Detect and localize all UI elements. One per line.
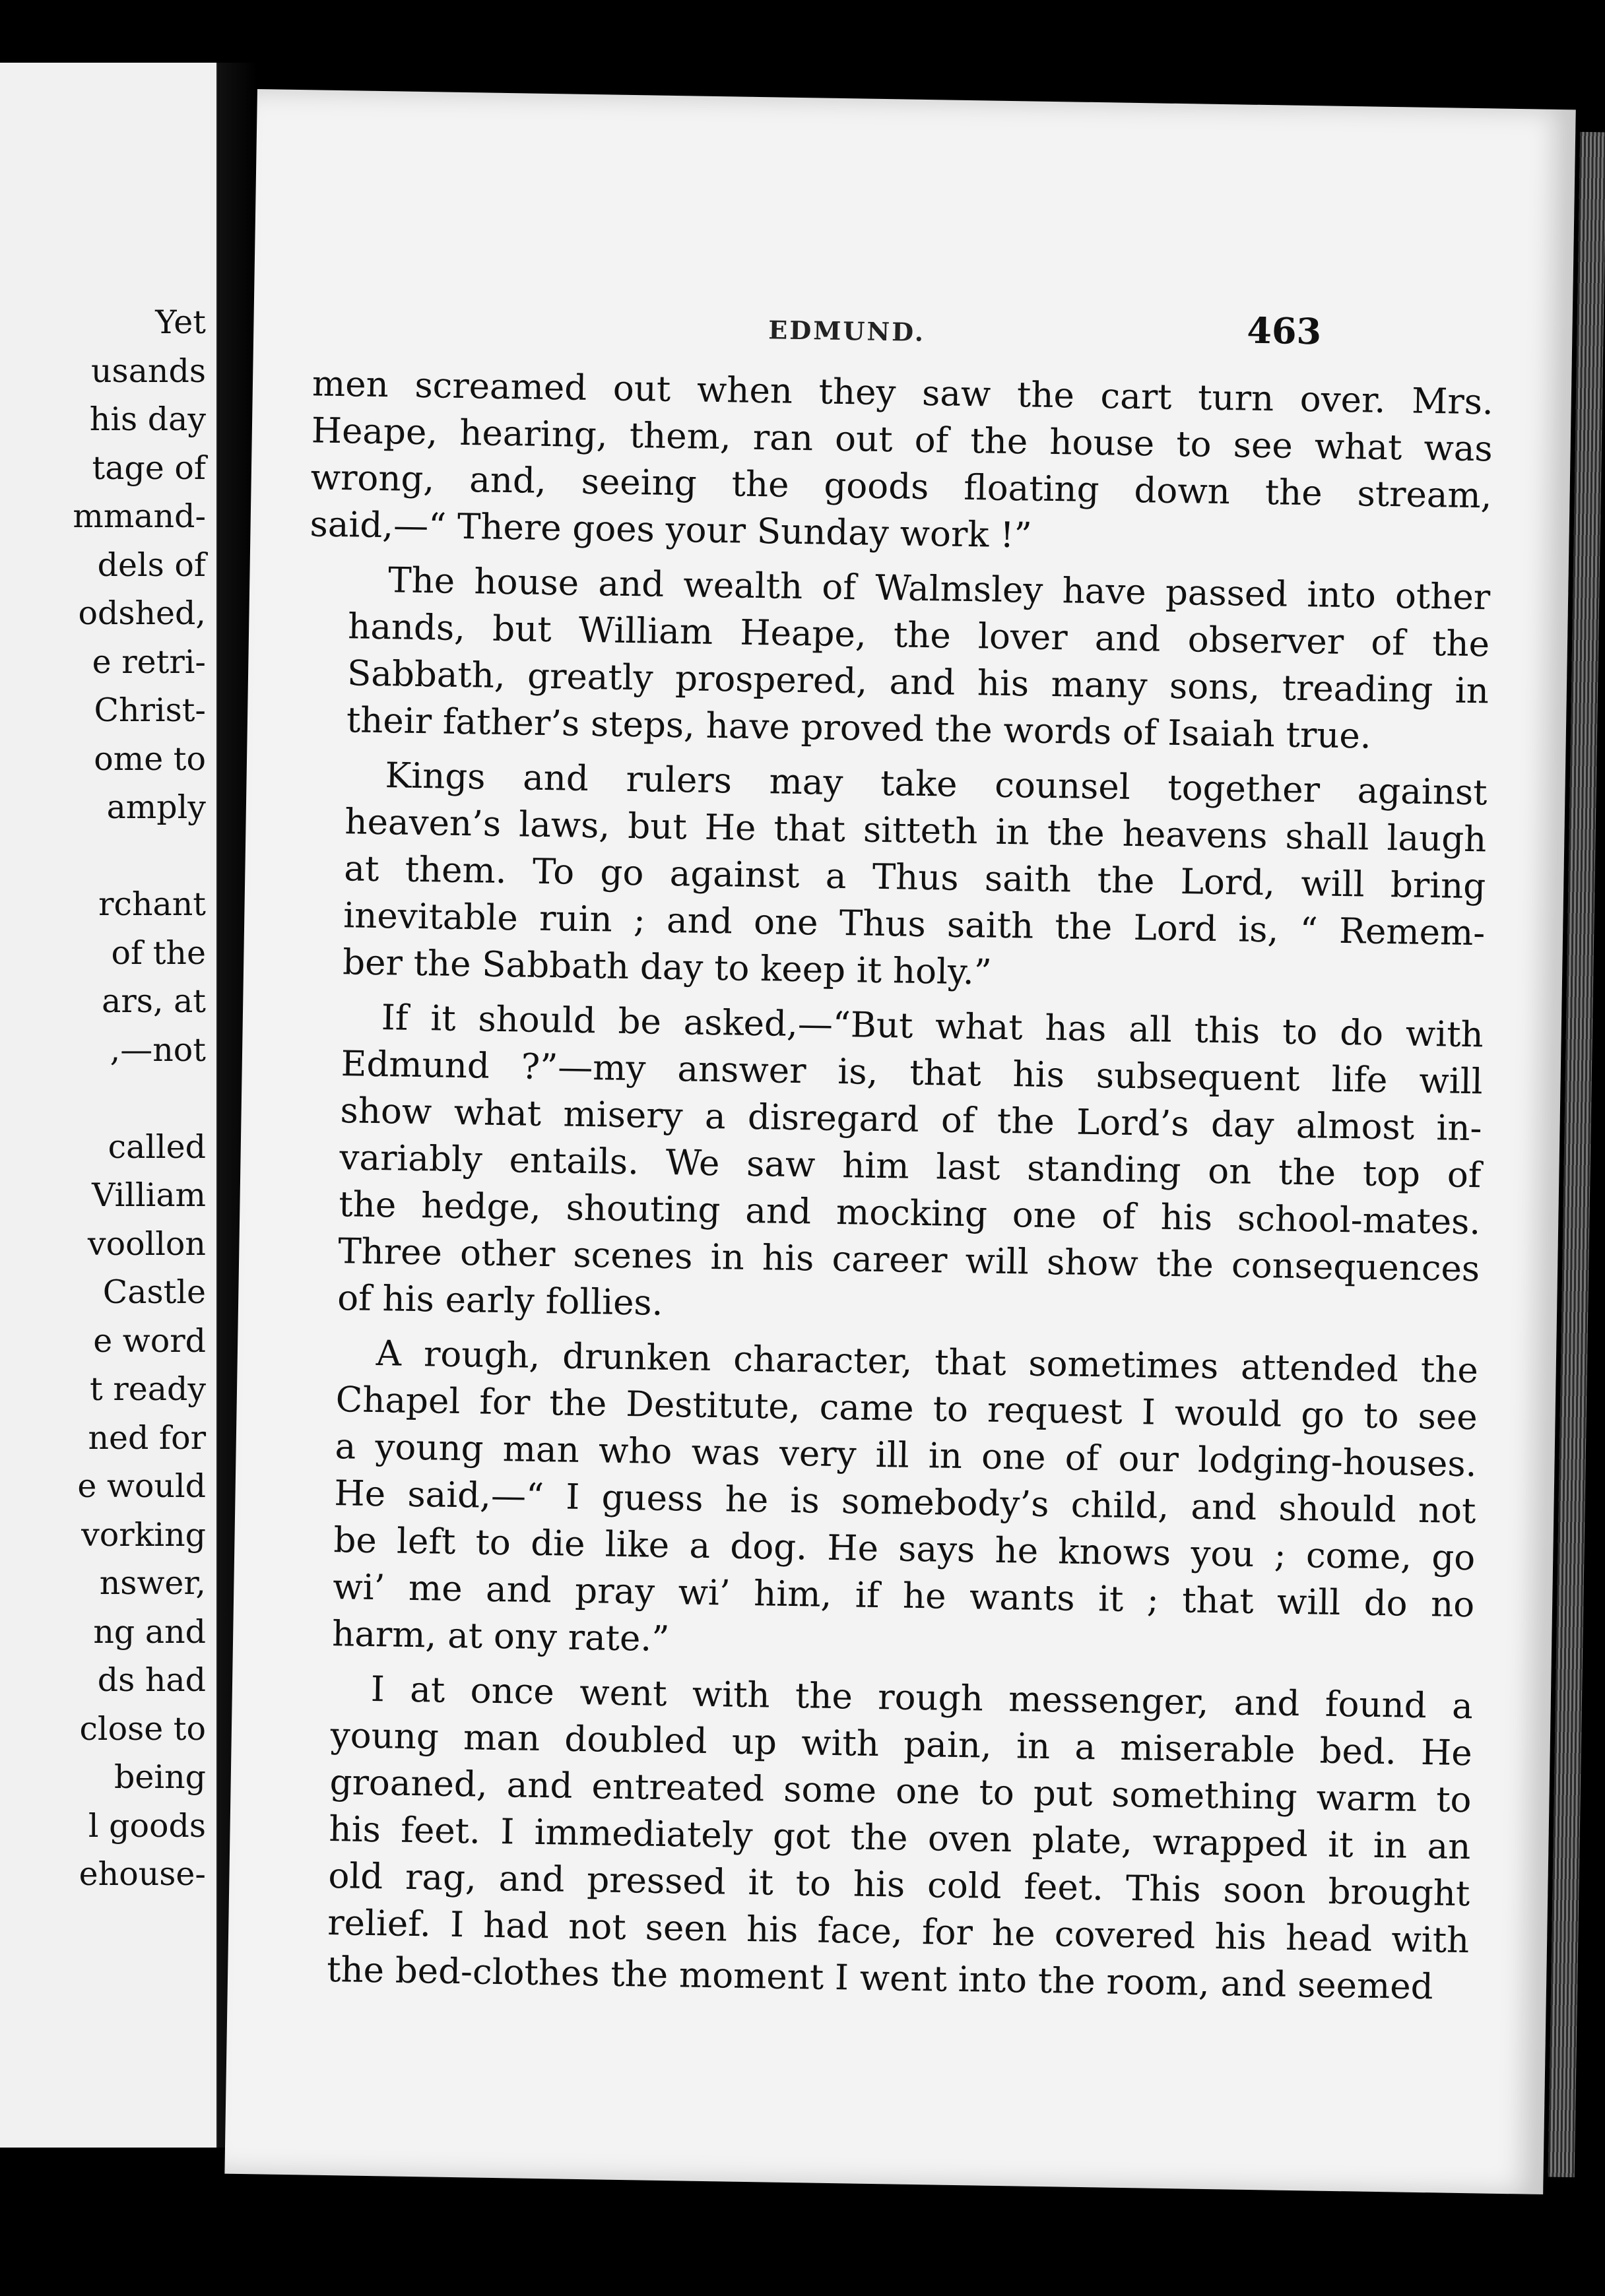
text-line: The house and wealth of Walmsley have passed into other	[387, 560, 1491, 618]
text-line: show what misery a disregard of the Lord’s day almost in-	[340, 1091, 1482, 1149]
text-line: wrong, and, seeing the goods floating down the stream,	[310, 457, 1493, 517]
left-page-line: Castle	[102, 1273, 206, 1311]
text-line: Three other scenes in his career will show the consequences	[337, 1231, 1480, 1290]
text-line: Chapel for the Destitute, came to request I would go to see	[335, 1380, 1478, 1438]
left-page-line: of the	[111, 934, 206, 972]
left-facing-page	[0, 63, 220, 2148]
paragraph	[303, 751, 1488, 1004]
book-page	[224, 89, 1575, 2194]
left-page-line: vorking	[81, 1515, 206, 1554]
left-page-line: called	[108, 1128, 206, 1166]
text-line: young man doubled up with pain, in a miserable bed. He	[330, 1715, 1473, 1774]
text-line: harm, at ony rate.”	[331, 1614, 670, 1660]
paragraph	[310, 360, 1493, 566]
text-line: his feet. I immediately got the oven plate, wrapped it in an	[329, 1809, 1471, 1868]
left-page-line: rchant	[98, 885, 206, 923]
left-page-line: odshed,	[78, 594, 206, 632]
left-page-line: e retri-	[92, 643, 206, 681]
text-line: a young man who was very ill in one of our lodging-houses.	[335, 1426, 1477, 1485]
text-line: Kings and rulers may take counsel together against	[385, 755, 1488, 813]
left-page-line: mmand-	[73, 497, 206, 535]
left-page-line: his day	[89, 400, 206, 438]
paragraph	[287, 1665, 1474, 2011]
left-page-line: ds had	[97, 1661, 206, 1699]
text-line: Sabbath, greatly prospered, and his many sons, treading in	[346, 653, 1490, 712]
left-page-line: e would	[77, 1467, 206, 1505]
text-line: Edmund ?”—my answer is, that his subsequent life will	[341, 1044, 1484, 1102]
body-text	[287, 360, 1494, 2019]
text-line: heaven’s laws, but He that sitteth in the heavens shall laugh	[344, 802, 1487, 860]
text-line: A rough, drunken character, that sometimes attended the	[376, 1333, 1479, 1391]
left-page-line: ome to	[94, 740, 206, 778]
text-line: If it should be asked,—“But what has all this to do with	[381, 998, 1484, 1056]
left-page-line: t ready	[90, 1370, 206, 1408]
text-line: hands, but William Heape, the lover and observer of the	[347, 606, 1490, 665]
left-page-line: l goods	[88, 1806, 206, 1845]
text-line: be left to die like a dog. He says he knows you ; come, go	[333, 1520, 1476, 1579]
text-line: of his early follies.	[337, 1278, 663, 1323]
text-line: the hedge, shouting and mocking one of his school-mates.	[338, 1184, 1481, 1243]
left-page-line: voollon	[87, 1225, 206, 1263]
left-page-line: ehouse-	[79, 1855, 206, 1893]
left-page-line: ars, at	[102, 982, 206, 1020]
text-line: men screamed out when they saw the cart turn over. Mrs.	[311, 364, 1494, 423]
page-number: 463	[1246, 309, 1322, 353]
paragraph	[292, 1329, 1479, 1675]
left-page-line: ned for	[88, 1419, 206, 1457]
text-line: said,—“ There goes your Sunday work !”	[310, 504, 1033, 556]
text-line: at them. To go against a Thus saith the Lord, will bring	[343, 848, 1486, 907]
text-line: inevitable ruin ; and one Thus saith the Lord is, “ Remem-	[343, 895, 1486, 954]
paragraph	[306, 556, 1490, 761]
left-page-line: e word	[93, 1322, 206, 1360]
text-line: Heape, hearing, them, ran out of the house to see what was	[311, 410, 1493, 470]
text-line: variably entails. We saw him last standing on the top of	[339, 1137, 1482, 1196]
running-head: EDMUND.	[768, 315, 926, 347]
text-line: groaned, and entreated some one to put something warm to	[329, 1762, 1472, 1821]
text-line: I at once went with the rough messenger, and found a	[370, 1669, 1474, 1727]
left-page-line: amply	[106, 788, 206, 826]
left-page-line: Yet	[155, 303, 206, 341]
left-page-line: tage of	[92, 449, 206, 487]
left-page-line: close to	[79, 1709, 206, 1748]
text-line: ber the Sabbath day to keep it holy.”	[342, 942, 993, 993]
left-page-line: Villiam	[92, 1176, 206, 1214]
left-page-line: Christ-	[94, 691, 206, 729]
text-line: the bed-clothes the moment I went into the room, and seemed	[326, 1950, 1434, 2008]
left-page-line: nswer,	[99, 1564, 206, 1602]
left-page-line: dels of	[97, 546, 206, 584]
text-line: their father’s steps, have proved the words of Isaiah true.	[346, 700, 1372, 757]
text-line: wi’ me and pray wi’ him, if he wants it ; that will do no	[332, 1567, 1475, 1626]
paragraph	[298, 993, 1484, 1339]
text-line: He said,—“ I guess he is somebody’s child, and should not	[334, 1473, 1476, 1532]
left-page-line: ,—not	[110, 1031, 206, 1069]
text-line: old rag, and pressed it to his cold feet. This soon brought	[327, 1856, 1470, 1915]
left-page-line: usands	[91, 352, 206, 390]
left-page-line: being	[114, 1758, 206, 1796]
text-line: relief. I had not seen his face, for he covered his head with	[327, 1903, 1470, 1961]
left-page-line: ng and	[93, 1612, 206, 1651]
